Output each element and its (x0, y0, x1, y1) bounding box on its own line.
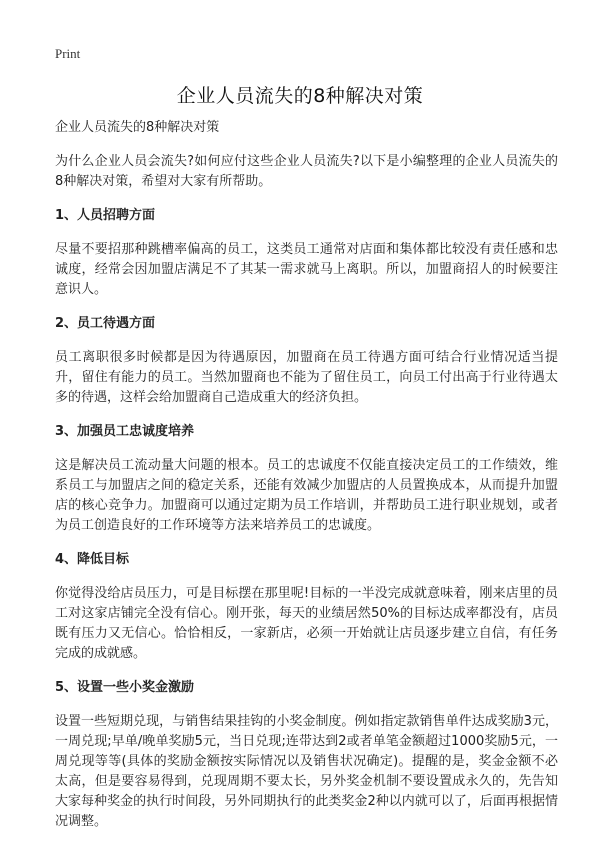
section-heading: 1、人员招聘方面 (55, 208, 156, 223)
section-1 (55, 206, 558, 300)
section-paragraph: 设置一些短期兑现，与销售结果挂钩的小奖金制度。例如指定款销售单件达成奖励3元，一周兑现;早单/晚单奖励5元，当日兑现;连带达到2或者单笔金额超过1000奖励5元，一周兑现等等(具体的奖励金额按实际情况以及销售状况确定)。提醒的是，奖金金额不必太高，但是要容易得到，兑现周期不要太长，另外奖金机制不要设置成永久的，先告知大家每种奖金的执行时间段，另外同期执行的此类奖金2种以内就可以了，后面再根据情况调整。 (55, 714, 558, 829)
article-subtitle: 企业人员流失的8种解决对策 (55, 120, 220, 135)
section-paragraph: 员工离职很多时候都是因为待遇原因，加盟商在员工待遇方面可结合行业情况适当提升，留住有能力的员工。当然加盟商也不能为了留住员工，向员工付出高于行业待遇太多的待遇，这样会给加盟商自己造成重大的经济负担。 (55, 350, 558, 405)
section-heading: 4、降低目标 (55, 552, 130, 567)
section-heading: 5、设置一些小奖金激励 (55, 680, 195, 695)
section-2 (55, 314, 558, 408)
section-paragraph: 你觉得没给店员压力，可是目标摆在那里呢!目标的一半没完成就意味着，刚来店里的员工对这家店铺完全没有信心。刚开张，每天的业绩居然50%的目标达成率都没有，店员既有压力又无信心。恰恰相反，一家新店，必须一开始就让店员逐步建立自信，有任务完成的成就感。 (55, 586, 558, 661)
section-paragraph: 尽量不要招那种跳槽率偏高的员工，这类员工通常对店面和集体都比较没有责任感和忠诚度，经常会因加盟店满足不了其某一需求就马上离职。所以，加盟商招人的时候要注意识人。 (55, 242, 558, 297)
article-body (55, 118, 558, 846)
section-paragraph: 这是解决员工流动量大问题的根本。员工的忠诚度不仅能直接决定员工的工作绩效，维系员工与加盟店之间的稳定关系，还能有效减少加盟店的人员置换成本，从而提升加盟店的核心竞争力。加盟商可以通过定期为员工作培训，并帮助员工进行职业规划，或者为员工创造良好的工作环境等方法来培养员工的忠诚度。 (55, 458, 558, 533)
section-5 (55, 678, 558, 832)
section-4 (55, 550, 558, 664)
print-label[interactable]: Print (55, 46, 81, 61)
page-title: 企业人员流失的8种解决对策 (176, 85, 424, 107)
section-heading: 3、加强员工忠诚度培养 (55, 424, 195, 439)
section-heading: 2、员工待遇方面 (55, 316, 156, 331)
section-3 (55, 422, 558, 536)
intro-paragraph: 为什么企业人员会流失?如何应付这些企业人员流失?以下是小编整理的企业人员流失的8种解决对策，希望对大家有所帮助。 (55, 154, 558, 189)
